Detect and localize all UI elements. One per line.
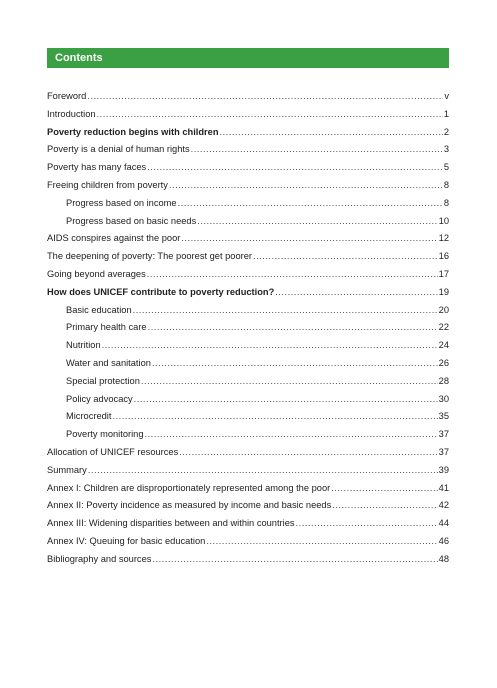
toc-dot-leader xyxy=(145,429,438,439)
toc-entry-title: Annex I: Children are disproportionately represented among the poor xyxy=(47,482,331,493)
toc-entry-title: Poverty has many faces xyxy=(47,162,147,173)
toc-entry[interactable] xyxy=(47,216,449,234)
toc-entry[interactable] xyxy=(47,233,449,251)
toc-entry-title: Annex III: Widening disparities between and within countries xyxy=(47,518,295,529)
toc-entry-page-number: 19 xyxy=(438,286,449,297)
contents-heading: Contents xyxy=(47,48,449,68)
toc-entry-title: Primary health care xyxy=(66,322,147,333)
toc-dot-leader xyxy=(102,340,438,350)
toc-entry-title: Progress based on basic needs xyxy=(66,215,197,226)
toc-entry[interactable] xyxy=(47,500,449,518)
toc-entry-page-number: 1 xyxy=(443,108,449,119)
toc-entry-page-number: 17 xyxy=(438,268,449,279)
toc-entry-title: Introduction xyxy=(47,108,96,119)
toc-dot-leader xyxy=(147,269,438,279)
toc-entry-title: Allocation of UNICEF resources xyxy=(47,446,179,457)
toc-entry-page-number: 37 xyxy=(438,446,449,457)
toc-entry-title: Special protection xyxy=(66,375,140,386)
toc-entry-title: Bibliography and sources xyxy=(47,553,152,564)
toc-entry-page-number: 5 xyxy=(443,162,449,173)
toc-entry-page-number: 12 xyxy=(438,233,449,244)
toc-dot-leader xyxy=(134,394,438,404)
toc-dot-leader xyxy=(148,322,438,332)
toc-entry[interactable] xyxy=(47,447,449,465)
toc-entry-page-number: 41 xyxy=(438,482,449,493)
toc-entry[interactable] xyxy=(47,340,449,358)
toc-entry[interactable] xyxy=(47,144,449,162)
toc-entry[interactable] xyxy=(47,269,449,287)
toc-entry[interactable] xyxy=(47,358,449,376)
toc-entry-page-number: 35 xyxy=(438,411,449,422)
toc-entry-page-number: 22 xyxy=(438,322,449,333)
toc-entry-page-number: 20 xyxy=(438,304,449,315)
toc-dot-leader xyxy=(152,358,438,368)
toc-entry-page-number: 3 xyxy=(443,144,449,155)
toc-entry-title: Basic education xyxy=(66,304,132,315)
toc-entry[interactable] xyxy=(47,394,449,412)
toc-entry[interactable] xyxy=(47,180,449,198)
toc-entry-title: Poverty is a denial of human rights xyxy=(47,144,190,155)
toc-entry-page-number: 16 xyxy=(438,251,449,262)
toc-dot-leader xyxy=(87,91,443,101)
toc-dot-leader xyxy=(169,180,443,190)
toc-entry-page-number: 28 xyxy=(438,375,449,386)
toc-entry-title: Annex IV: Queuing for basic education xyxy=(47,535,206,546)
toc-entry-page-number: 48 xyxy=(438,553,449,564)
toc-entry[interactable] xyxy=(47,91,449,109)
toc-dot-leader xyxy=(331,483,437,493)
toc-entry[interactable] xyxy=(47,162,449,180)
toc-entry-page-number: 8 xyxy=(443,197,449,208)
toc-dot-leader xyxy=(88,465,438,475)
toc-dot-leader xyxy=(147,162,443,172)
toc-entry-title: Policy advocacy xyxy=(66,393,133,404)
toc-dot-leader xyxy=(179,447,437,457)
toc-entry[interactable] xyxy=(47,127,449,145)
toc-dot-leader xyxy=(191,144,443,154)
toc-entry-title: Water and sanitation xyxy=(66,357,151,368)
toc-entry[interactable] xyxy=(47,429,449,447)
toc-entry[interactable] xyxy=(47,536,449,554)
toc-entry-page-number: 24 xyxy=(438,340,449,351)
toc-entry[interactable] xyxy=(47,305,449,323)
toc-entry-title: Poverty reduction begins with children xyxy=(47,126,219,137)
toc-entry[interactable] xyxy=(47,376,449,394)
toc-entry-page-number: 30 xyxy=(438,393,449,404)
toc-entry[interactable] xyxy=(47,483,449,501)
toc-entry[interactable] xyxy=(47,198,449,216)
toc-entry-page-number: v xyxy=(444,91,449,101)
toc-dot-leader xyxy=(253,251,438,261)
toc-dot-leader xyxy=(178,198,443,208)
toc-entry-title: Summary xyxy=(47,464,87,475)
toc-entry-title: The deepening of poverty: The poorest get poorer xyxy=(47,251,253,262)
table-of-contents xyxy=(47,91,449,572)
toc-dot-leader xyxy=(181,233,437,243)
toc-dot-leader xyxy=(97,109,443,119)
toc-entry-page-number: 39 xyxy=(438,464,449,475)
toc-dot-leader xyxy=(133,305,438,315)
toc-entry-title: Freeing children from poverty xyxy=(47,179,168,190)
toc-entry-title: Poverty monitoring xyxy=(66,429,144,440)
toc-entry[interactable] xyxy=(47,554,449,572)
toc-dot-leader xyxy=(206,536,437,546)
toc-entry-title: Microcredit xyxy=(66,411,112,422)
toc-entry[interactable] xyxy=(47,287,449,305)
toc-entry-page-number: 42 xyxy=(438,500,449,511)
toc-dot-leader xyxy=(275,287,437,297)
toc-entry-page-number: 2 xyxy=(443,126,449,137)
toc-entry-page-number: 37 xyxy=(438,429,449,440)
toc-entry-page-number: 26 xyxy=(438,357,449,368)
toc-entry[interactable] xyxy=(47,109,449,127)
toc-entry-title: How does UNICEF contribute to poverty reduction? xyxy=(47,286,275,297)
toc-entry[interactable] xyxy=(47,411,449,429)
toc-entry-page-number: 10 xyxy=(438,215,449,226)
toc-dot-leader xyxy=(152,554,437,564)
toc-dot-leader xyxy=(197,216,437,226)
toc-entry-title: AIDS conspires against the poor xyxy=(47,233,181,244)
toc-dot-leader xyxy=(141,376,438,386)
toc-entry-title: Foreword xyxy=(47,91,87,101)
toc-entry-title: Progress based on income xyxy=(66,197,177,208)
toc-entry[interactable] xyxy=(47,251,449,269)
toc-dot-leader xyxy=(332,500,437,510)
toc-entry-title: Annex II: Poverty incidence as measured by income and basic needs xyxy=(47,500,332,511)
toc-dot-leader xyxy=(296,518,438,528)
toc-entry-title: Going beyond averages xyxy=(47,268,146,279)
toc-entry[interactable] xyxy=(47,518,449,536)
toc-entry-page-number: 46 xyxy=(438,535,449,546)
toc-entry-page-number: 44 xyxy=(438,518,449,529)
toc-entry-title: Nutrition xyxy=(66,340,101,351)
toc-entry[interactable] xyxy=(47,465,449,483)
toc-entry-page-number: 8 xyxy=(443,179,449,190)
toc-entry[interactable] xyxy=(47,322,449,340)
toc-dot-leader xyxy=(112,411,437,421)
toc-dot-leader xyxy=(220,127,443,137)
